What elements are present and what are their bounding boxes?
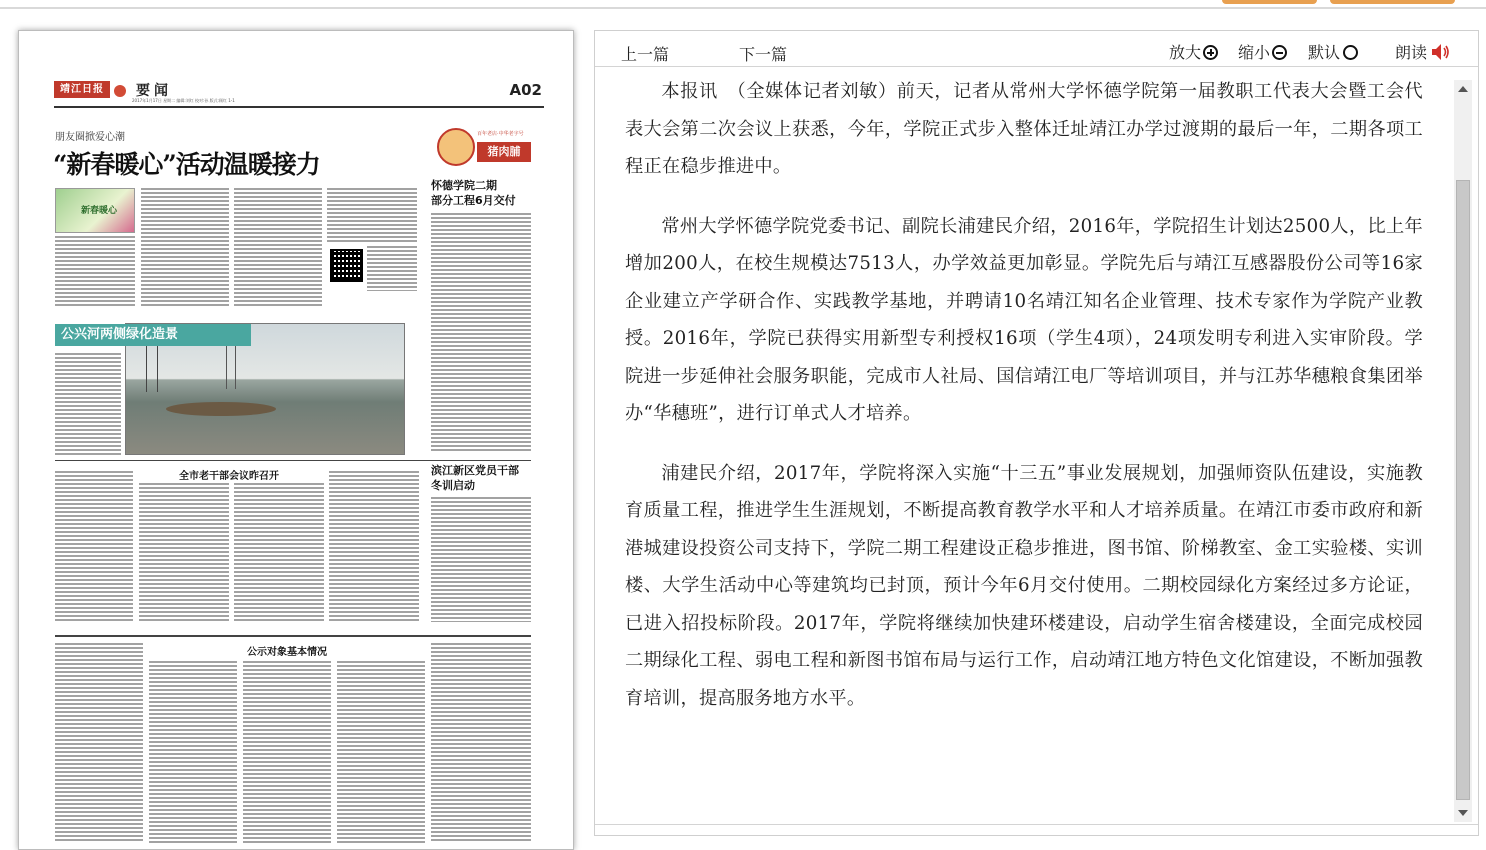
text-column[interactable] [337, 661, 425, 843]
speaker-icon [1431, 43, 1451, 61]
bottom-rule [595, 824, 1478, 825]
text-column[interactable] [327, 188, 417, 243]
text-column[interactable] [431, 643, 531, 843]
article-paragraph: 浦建民介绍，2017年，学院将深入实施“十三五”事业发展规划，加强师资队伍建设，实施教育质量工程，推进学生生涯规划，不断提高教育教学水平和人才培养质量。在靖江市委市政府和新港城建设投资公司支持下，学院二期工程建设正稳步推进，图书馆、阶梯教室、金工实验楼、实训楼、大学生活动中心等建筑均已封顶，预计今年6月交付使用。二期校园绿化方案经过多方论证，已进入招投标阶段。2017年，学院将继续加快建环楼建设，启动学生宿舍楼建设，全面完成校园二期绿化工程、弱电工程和新图书馆布局与运行工作，启动靖江地方特色文化馆建设，不断加强教育培训，提高服务地方水平。 [625, 462, 1423, 709]
text-column [367, 246, 417, 291]
ad-badge-small: 百年老店·中华老字号 [477, 131, 524, 137]
kicker: 朋友圈掀爱心潮 [55, 132, 125, 143]
section-title-2[interactable]: 公示对象基本情况 [247, 647, 327, 658]
newspaper-logo: 靖江日报 [54, 81, 110, 98]
text-column[interactable] [329, 471, 419, 621]
date-line: 2017年1月17日 星期二 编辑:刘红 校对:孙 版式:顾红 1-1 [132, 98, 235, 103]
zoom-out-label: 缩小 [1238, 43, 1271, 62]
qr-code-icon [330, 249, 363, 282]
scroll-thumb[interactable] [1456, 180, 1470, 800]
text-column[interactable] [55, 643, 143, 843]
text-column[interactable] [431, 497, 531, 622]
scroll-up-arrow-icon[interactable] [1458, 86, 1468, 92]
photo-caption [55, 353, 121, 457]
text-column[interactable] [149, 661, 237, 843]
page-number: A02 [509, 81, 542, 99]
side-headline-2[interactable]: 滨江新区党员干部 冬训启动 [431, 464, 519, 492]
zoom-in-icon [1203, 45, 1218, 60]
zoom-in-label: 放大 [1169, 43, 1202, 62]
default-size-icon [1343, 45, 1358, 60]
divider [55, 635, 531, 637]
text-column[interactable] [243, 661, 331, 843]
section-title-1[interactable]: 全市老干部会议昨召开 [179, 471, 279, 482]
divider [55, 460, 531, 461]
logo-dot-icon [114, 85, 126, 97]
article-paragraph: 常州大学怀德学院党委书记、副院长浦建民介绍，2016年，学院招生计划达2500人，比上年增加200人，在校生规模达7513人，办学效益更加彰显。学院先后与靖江互感器股份公司等16家企业建立产学研合作、实践教学基地，并聘请10名靖江知名企业管理、技术专家作为学院产业教授。2016年，学院已获得实用新型专利授权16项（学生4项），24项发明专利进入实审阶段。学院进一步延伸社会服务职能，完成市人社局、国信靖江电厂等培训项目，并与江苏华穗粮食集团举办“华穗班”，进行订单式人才培养。 [625, 215, 1423, 424]
masthead [54, 81, 544, 103]
default-size-label: 默认 [1308, 43, 1341, 62]
read-aloud-button[interactable] [1395, 40, 1451, 63]
prev-article-link[interactable]: 上一篇 [621, 45, 670, 64]
zoom-in-button[interactable] [1169, 40, 1218, 63]
zoom-out-button[interactable] [1238, 40, 1287, 63]
default-size-button[interactable] [1308, 40, 1358, 63]
top-tab-2[interactable] [1330, 0, 1455, 4]
article-paragraph: 本报讯 （全媒体记者刘敏）前天，记者从常州大学怀德学院第一届教职工代表大会暨工会代表大会第二次会议上获悉，今年，学院正式步入整体迁址靖江办学过渡期的最后一年，二期各项工程正在稳步推进中。 [625, 81, 1423, 177]
scroll-down-arrow-icon[interactable] [1458, 810, 1468, 816]
text-column[interactable] [55, 236, 135, 306]
ad-mascot-icon [437, 128, 475, 166]
island-shape [166, 402, 276, 416]
vertical-scrollbar[interactable] [1454, 80, 1472, 822]
ad-badge-text: 猪肉脯 [477, 142, 531, 162]
top-tab-1[interactable] [1222, 0, 1317, 4]
text-column[interactable] [55, 471, 133, 621]
article-headline-main[interactable]: “新春暖心”活动温暖接力 [53, 150, 320, 179]
newspaper-page[interactable] [18, 30, 574, 850]
article-reader [594, 30, 1479, 836]
article-thumbnail [55, 188, 135, 233]
text-column[interactable] [141, 188, 229, 306]
reader-toolbar [595, 31, 1478, 67]
top-bar [0, 0, 1486, 9]
next-article-link[interactable]: 下一篇 [739, 45, 788, 64]
thumbnail-text: 新春暖心 [81, 206, 118, 216]
text-column[interactable] [234, 483, 324, 623]
masthead-rule [54, 106, 544, 108]
text-column[interactable] [139, 483, 229, 623]
ad-badge [437, 128, 531, 170]
photo-banner: 公兴河两侧绿化造景 [55, 324, 251, 346]
text-column[interactable] [234, 188, 322, 306]
side-headline-1[interactable]: 怀德学院二期 部分工程6月交付 [431, 179, 516, 207]
section-name: 要闻 [136, 83, 172, 99]
text-column[interactable] [431, 213, 531, 453]
read-aloud-label: 朗读 [1395, 43, 1428, 62]
zoom-out-icon [1272, 45, 1287, 60]
article-body[interactable] [595, 68, 1453, 824]
